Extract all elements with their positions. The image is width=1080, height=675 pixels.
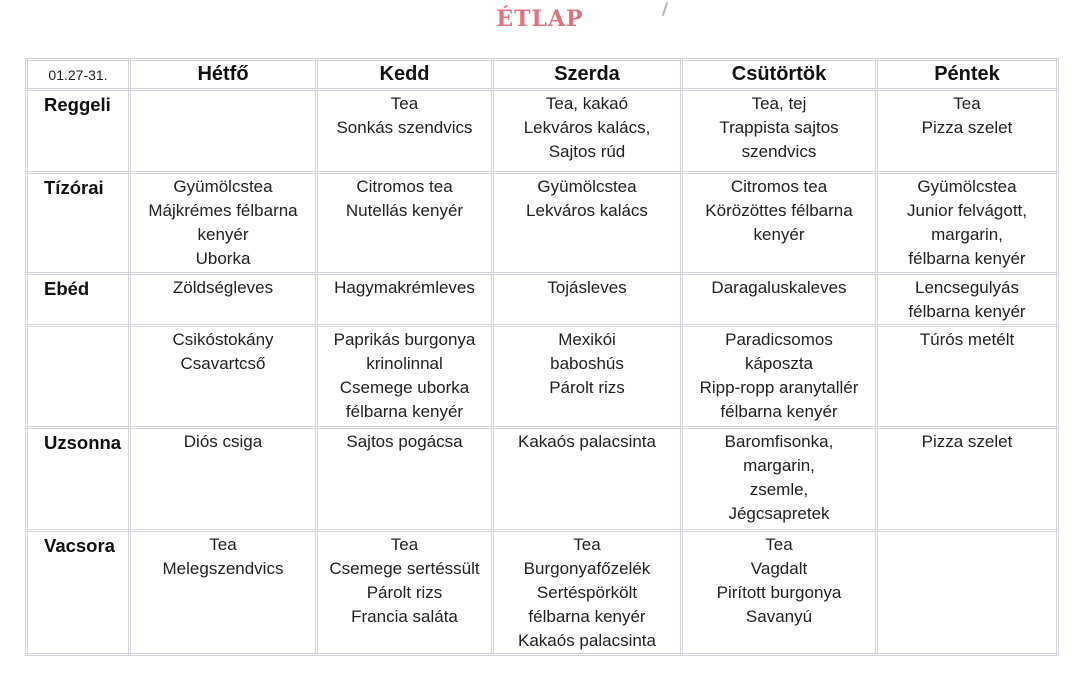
row-vacsora: [27, 531, 1058, 655]
menu-item: Tojásleves: [547, 278, 627, 297]
menu-cell: [130, 173, 317, 274]
menu-item: Tea, kakaó: [545, 94, 629, 113]
menu-item: Tea, tej: [751, 94, 807, 113]
row-reggeli: [27, 90, 1058, 173]
menu-item: félbarna kenyér: [345, 402, 464, 421]
menu-item: Trappista sajtos: [719, 118, 839, 137]
menu-cell: [682, 90, 877, 173]
menu-item: Kakaós palacsinta: [518, 432, 656, 451]
menu-body: [27, 90, 1058, 655]
menu-item: baboshús: [550, 354, 624, 373]
day-header-monday: Hétfő: [130, 60, 317, 90]
menu-cell: [493, 531, 682, 655]
menu-cell: [130, 531, 317, 655]
menu-cell: [130, 90, 317, 173]
menu-table: [25, 58, 1059, 656]
menu-item: Baromfisonka,: [724, 432, 834, 451]
menu-cell: [130, 274, 317, 326]
menu-item: félbarna kenyér: [908, 302, 1026, 321]
menu-cell: [682, 326, 877, 428]
menu-cell: [877, 531, 1058, 655]
menu-cell: [682, 173, 877, 274]
day-header-friday: Péntek: [877, 60, 1058, 90]
menu-item: Sertéspörkölt: [536, 583, 638, 602]
meal-label: Tízórai: [27, 173, 130, 274]
menu-item: Gyümölcstea: [173, 177, 273, 196]
menu-cell: [493, 326, 682, 428]
menu-cell: [877, 173, 1058, 274]
menu-cell: [130, 326, 317, 428]
menu-cell: [493, 274, 682, 326]
menu-cell: [317, 90, 493, 173]
menu-cell: [317, 428, 493, 531]
row-ebed-main: [27, 326, 1058, 428]
menu-item: Burgonyafőzelék: [523, 559, 651, 578]
menu-cell: [317, 326, 493, 428]
menu-item: kenyér: [197, 225, 249, 244]
menu-item: Tea: [390, 94, 419, 113]
menu-item: Junior felvágott,: [906, 201, 1027, 220]
menu-item: Ripp-ropp aranytallér: [699, 378, 859, 397]
menu-item: Pizza szelet: [921, 118, 1013, 137]
menu-item: félbarna kenyér: [720, 402, 838, 421]
header-row: [27, 60, 1058, 90]
menu-item: Melegszendvics: [162, 559, 284, 578]
menu-cell: [877, 428, 1058, 531]
menu-item: Párolt rizs: [366, 583, 443, 602]
menu-item: Gyümölcstea: [917, 177, 1017, 196]
meal-label: Uzsonna: [27, 428, 130, 531]
menu-item: Zöldségleves: [172, 278, 274, 297]
menu-item: Lencsegulyás: [915, 278, 1019, 297]
date-range: 01.27-31.: [27, 60, 130, 90]
menu-cell: [317, 274, 493, 326]
menu-cell: [682, 428, 877, 531]
menu-item: Mexikói: [558, 330, 616, 349]
day-header-thursday: Csütörtök: [682, 60, 877, 90]
menu-item: Paprikás burgonya: [333, 330, 476, 349]
menu-item: krinolinnal: [366, 354, 443, 373]
menu-cell: [877, 326, 1058, 428]
meal-label: [27, 326, 130, 428]
menu-item: Paradicsomos: [725, 330, 833, 349]
menu-cell: [877, 274, 1058, 326]
menu-item: Tea: [765, 535, 793, 554]
meal-label: Vacsora: [27, 531, 130, 655]
menu-item: Körözöttes félbarna: [705, 201, 853, 220]
menu-cell: [130, 428, 317, 531]
menu-item: Nutellás kenyér: [345, 201, 464, 220]
menu-cell: [317, 531, 493, 655]
day-header-wednesday: Szerda: [493, 60, 682, 90]
menu-item: Daragaluskaleves: [711, 278, 847, 297]
menu-item: Vagdalt: [750, 559, 808, 578]
menu-item: Savanyú: [745, 607, 813, 626]
menu-item: Túrós metélt: [919, 330, 1015, 349]
menu-item: káposzta: [744, 354, 814, 373]
row-ebed: [27, 274, 1058, 326]
menu-item: zsemle,: [749, 480, 809, 499]
menu-item: Csavartcső: [180, 354, 266, 373]
meal-label: Reggeli: [27, 90, 130, 173]
menu-cell: [877, 90, 1058, 173]
menu-item: Hagymakrémleves: [334, 278, 475, 297]
menu-item: Sonkás szendvics: [336, 118, 473, 137]
menu-item: Tea: [390, 535, 419, 554]
day-header-tuesday: Kedd: [317, 60, 493, 90]
menu-item: Tea: [573, 535, 601, 554]
menu-item: margarin,: [743, 456, 815, 475]
menu-item: Májkrémes félbarna: [148, 201, 298, 220]
row-tizorai: [27, 173, 1058, 274]
menu-item: Jégcsapretek: [728, 504, 830, 523]
menu-cell: [493, 90, 682, 173]
menu-item: Pizza szelet: [921, 432, 1013, 451]
menu-cell: [682, 531, 877, 655]
menu-item: Diós csiga: [183, 432, 263, 451]
menu-item: Pirított burgonya: [716, 583, 842, 602]
menu-item: margarin,: [931, 225, 1003, 244]
row-uzsonna: [27, 428, 1058, 531]
menu-item: félbarna kenyér: [908, 249, 1026, 268]
menu-item: Lekváros kalács: [526, 201, 648, 220]
menu-item: Lekváros kalács,: [523, 118, 651, 137]
menu-item: Csemege uborka: [339, 378, 470, 397]
menu-item: Gyümölcstea: [537, 177, 637, 196]
menu-item: félbarna kenyér: [528, 607, 646, 626]
menu-item: Tea: [953, 94, 981, 113]
menu-item: kenyér: [753, 225, 805, 244]
menu-item: Kakaós palacsinta: [518, 631, 656, 650]
menu-item: Sajtos pogácsa: [346, 432, 463, 451]
menu-item: Francia saláta: [351, 607, 458, 626]
menu-item: Citromos tea: [730, 177, 828, 196]
meal-label: Ebéd: [27, 274, 130, 326]
menu-cell: [682, 274, 877, 326]
menu-item: Sajtos rúd: [548, 142, 626, 161]
menu-item: Párolt rizs: [549, 378, 625, 397]
menu-item: Csemege sertéssült: [329, 559, 480, 578]
menu-item: Csikóstokány: [172, 330, 274, 349]
menu-cell: [493, 173, 682, 274]
page-title: ÉTLAP: [496, 6, 584, 32]
menu-item: szendvics: [741, 142, 817, 161]
menu-item: Tea: [209, 535, 237, 554]
menu-cell: [493, 428, 682, 531]
menu-item: Citromos tea: [356, 177, 453, 196]
menu-item: Uborka: [195, 249, 251, 268]
menu-cell: [317, 173, 493, 274]
